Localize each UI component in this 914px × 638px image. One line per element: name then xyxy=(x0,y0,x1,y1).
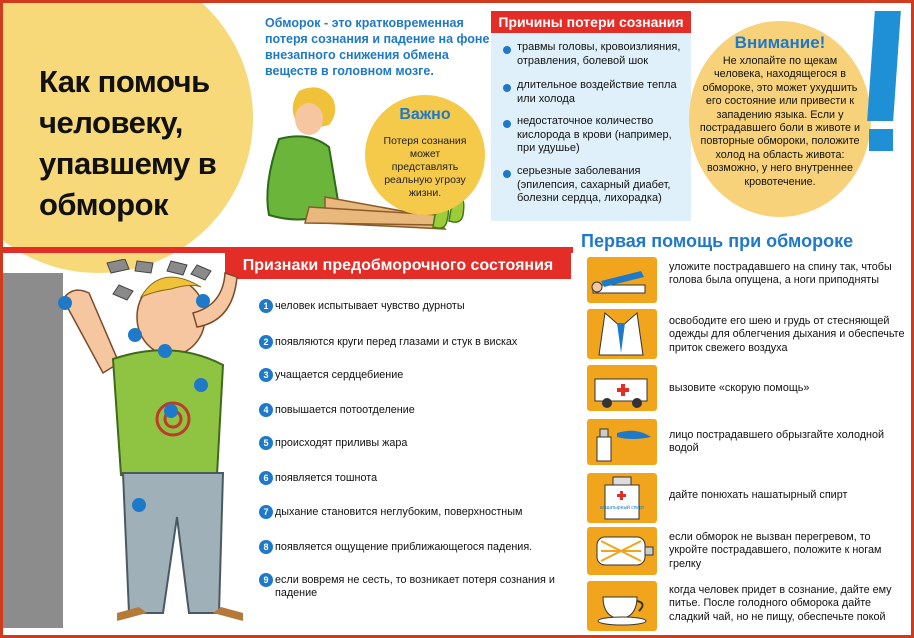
causes-title: Причины потери сознания xyxy=(491,11,691,33)
ambulance-icon xyxy=(587,365,657,411)
important-text: Потеря сознания может представлять реальную угрозу жизни. xyxy=(383,135,467,199)
first-aid-step-text: освободите его шею и грудь от стесняющей одежды для облегчения дыхания и обеспечьте приток свежего воздуха xyxy=(669,315,905,354)
definition-text: Обморок - это кратковременная потеря сознания и падение на фоне внезапного снижения обмена веществ в головном мозге. xyxy=(265,16,490,78)
symptom-item: 1 человек испытывает чувство дурноты xyxy=(275,300,575,313)
important-title: Важно xyxy=(399,106,451,123)
first-aid-step-text: когда человек придет в сознание, дайте ему питье. После голодного обморока дайте сладкий чай, но не пищу, обеспечьте покой xyxy=(669,584,892,623)
shirt-collar-icon xyxy=(587,309,657,359)
first-aid-step-text: лицо пострадавшего обрызгайте холодной водой xyxy=(669,429,885,455)
symptoms-title: Признаки предобморочного состояния xyxy=(225,253,571,279)
symptom-item: 8 появляется ощущение приближающегося падения. xyxy=(275,541,575,554)
dizzy-man-illustration xyxy=(43,259,253,629)
ammonia-label: нашатырный спирт xyxy=(599,505,645,511)
symptom-item: 5 происходят приливы жара xyxy=(275,437,575,450)
bullet-icon xyxy=(503,46,511,54)
first-aid-step-text: уложите пострадавшего на спину так, чтобы голова была опущена, а ноги приподняты xyxy=(669,261,892,287)
symptom-item: 4 повышается потоотделение xyxy=(275,404,575,417)
spray-bottle-icon xyxy=(587,419,657,465)
ammonia-bottle-icon xyxy=(587,473,657,523)
lying-person-icon xyxy=(587,257,657,303)
cause-item: недостаточное количество кислорода в крови (например, при удушье) xyxy=(503,115,687,156)
symptom-item: 3 учащается сердцебиение xyxy=(275,369,575,382)
cause-item: длительное воздействие тепла или холода xyxy=(503,79,687,106)
first-aid-step-text: дайте понюхать нашатырный спирт xyxy=(669,489,848,501)
hot-water-bottle-icon xyxy=(587,527,657,575)
attention-text: Не хлопайте по щекам человека, находящегося в обмороке, это может ухудшить его состояние или привести к западению языка. Если у пострадавшего боли в животе и повторные обмороки, положите холод на область живота: возможно, у него внутреннее кровотечение. xyxy=(699,55,861,188)
bullet-icon xyxy=(503,84,511,92)
exclamation-dot xyxy=(869,129,893,151)
cause-item: серьезные заболевания (эпилепсия, сахарный диабет, болезни сердца, лихорадка) xyxy=(503,165,687,206)
symptom-item: 6 появляется тошнота xyxy=(275,472,575,485)
bullet-icon xyxy=(503,120,511,128)
symptom-item: 7 дыхание становится неглубоким, поверхностным xyxy=(275,506,575,519)
first-aid-step-text: вызовите «скорую помощь» xyxy=(669,382,810,394)
exclamation-icon xyxy=(867,11,901,121)
page-title: Как помочь человеку, упавшему в обморок xyxy=(39,64,217,222)
bullet-icon xyxy=(503,170,511,178)
attention-title: Внимание! xyxy=(734,33,826,52)
first-aid-step-text: если обморок не вызван перегревом, то укройте пострадавшего, положите к ногам грелку xyxy=(669,531,882,570)
cause-item: травмы головы, кровоизлияния, отравления, болевой шок xyxy=(503,41,687,68)
symptom-item: 2 появляются круги перед глазами и стук в висках xyxy=(275,336,575,349)
tea-cup-icon xyxy=(587,581,657,631)
symptom-item: 9 если вовремя не сесть, то возникает потеря сознания и падение xyxy=(275,574,575,600)
first-aid-title: Первая помощь при обмороке xyxy=(581,231,854,251)
